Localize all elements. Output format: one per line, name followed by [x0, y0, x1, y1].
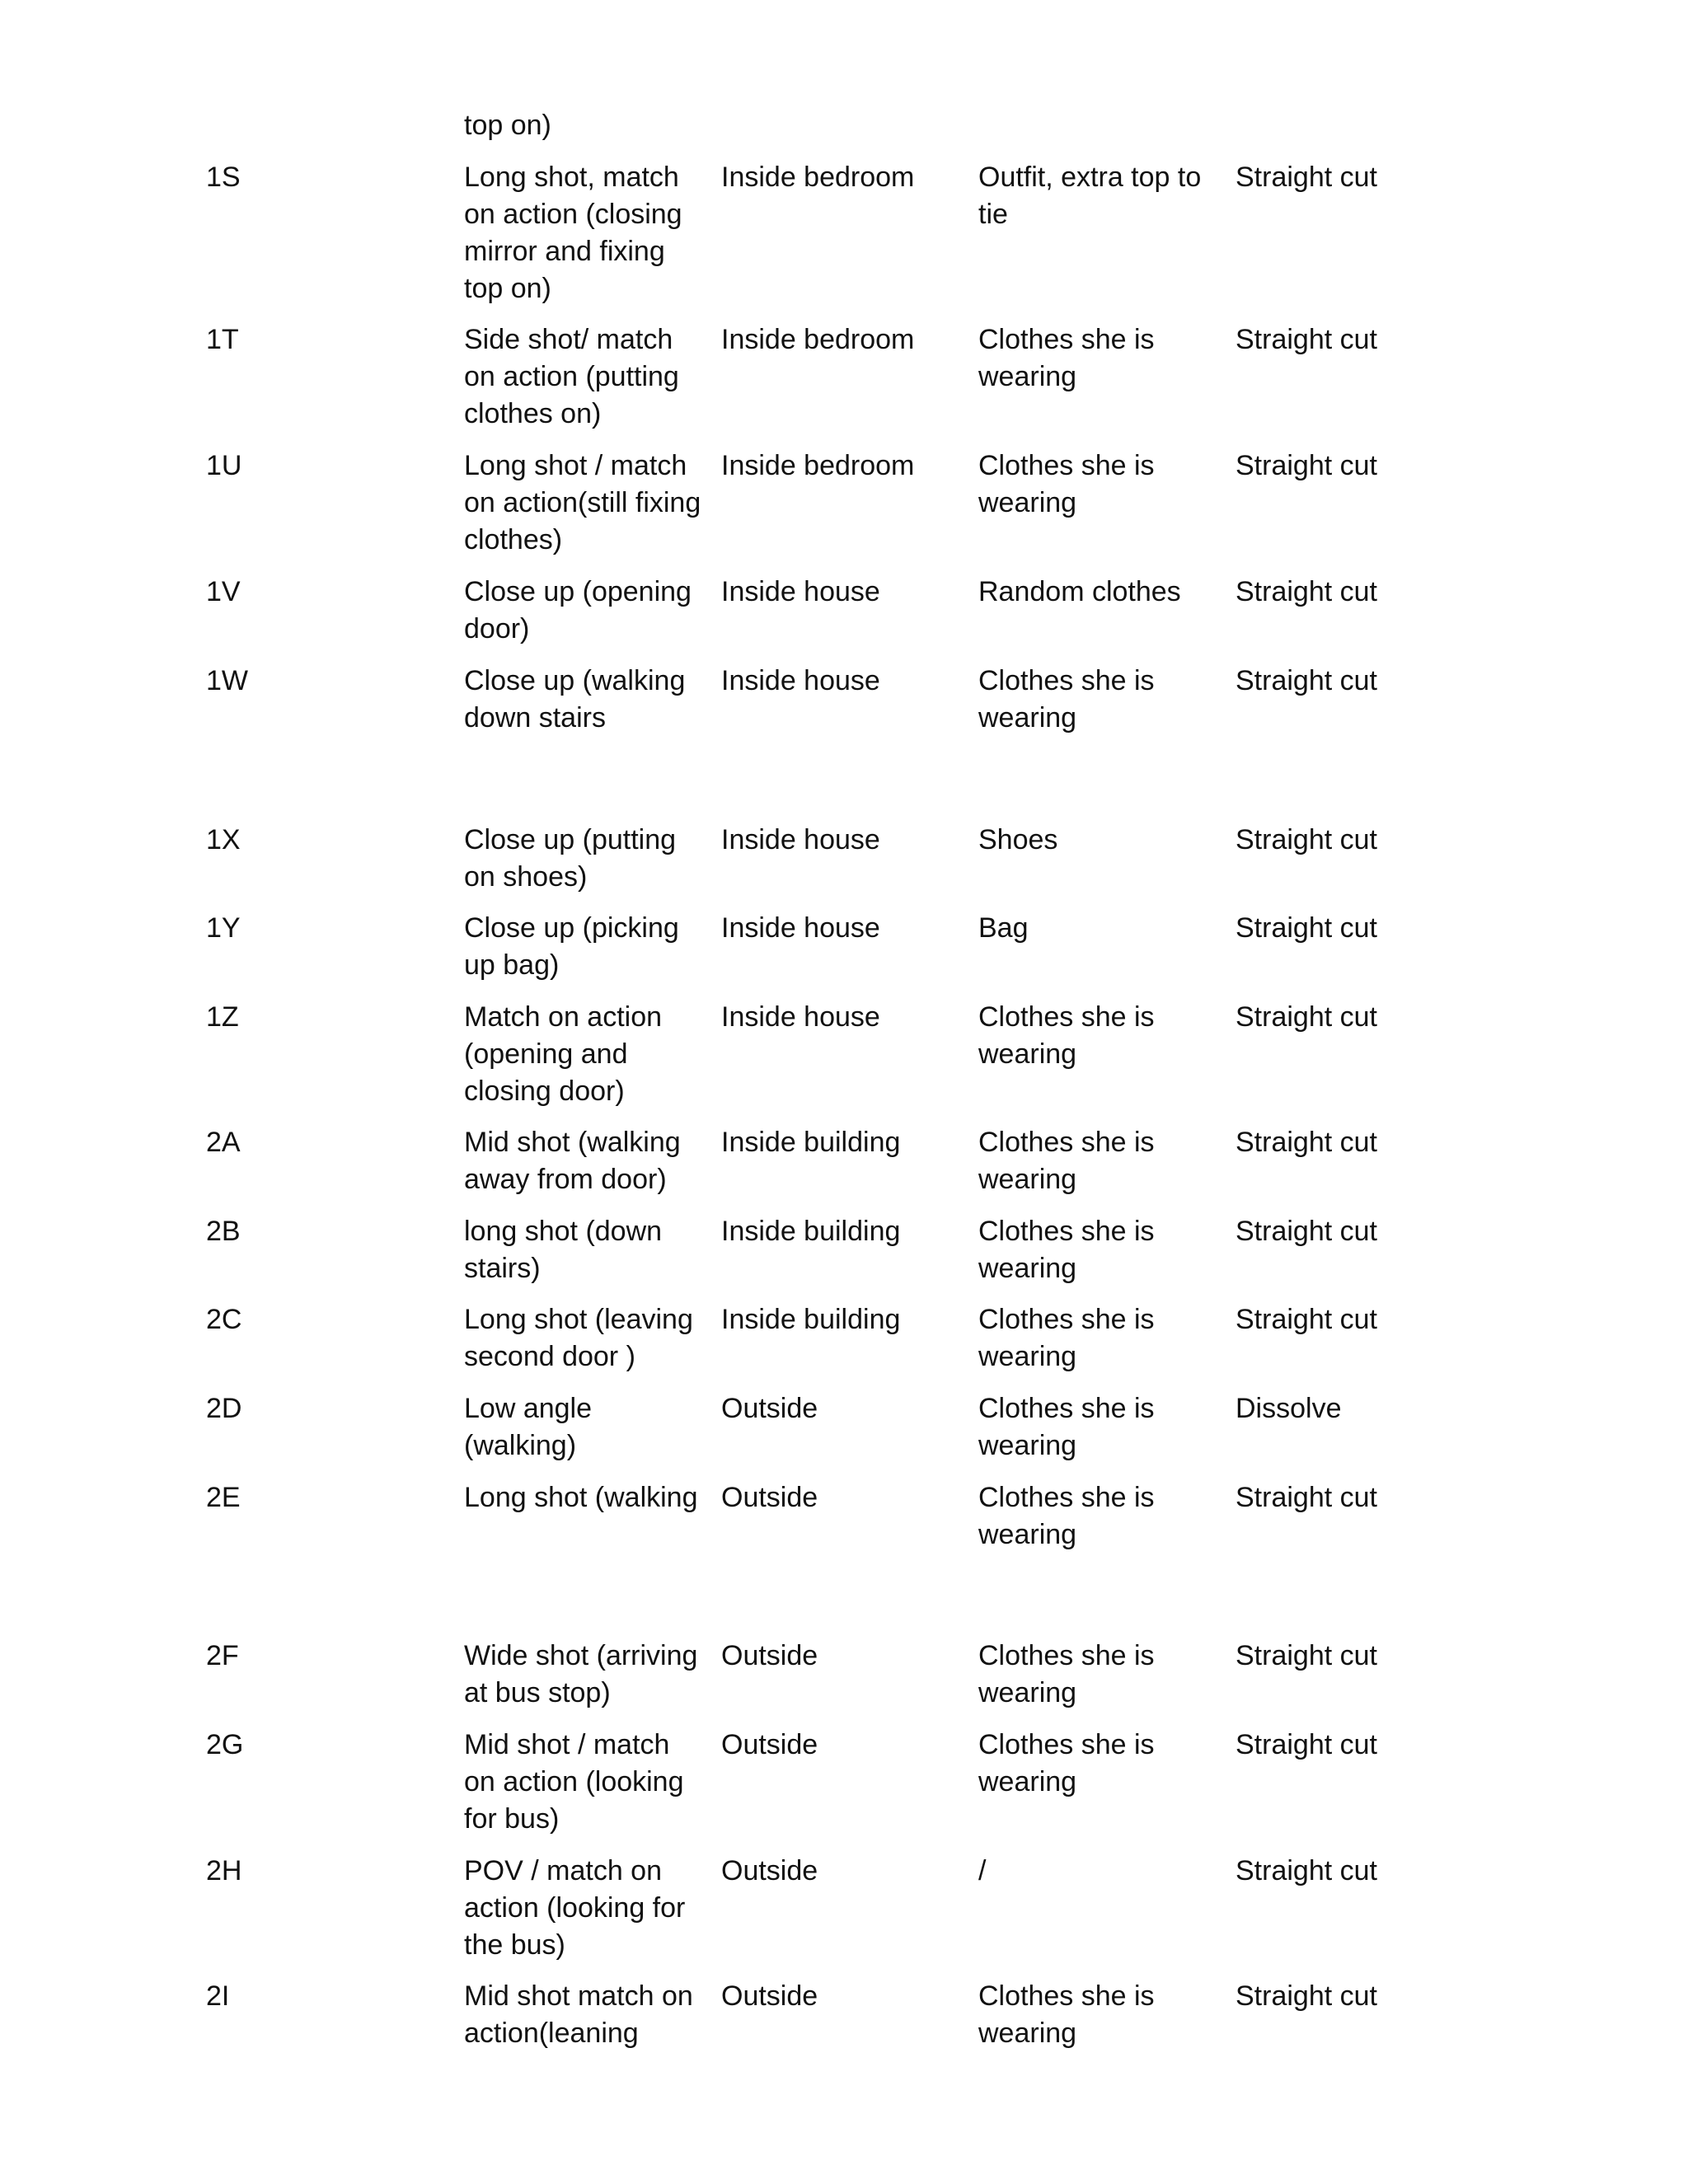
continuation-text: top on) [464, 110, 551, 141]
transition: Straight cut [1236, 1127, 1377, 1158]
location: Outside [721, 1393, 818, 1424]
transition: Straight cut [1236, 1304, 1377, 1335]
costume-props: Clothes she is wearing [978, 1640, 1155, 1708]
location: Outside [721, 1855, 818, 1886]
shot-number: 2C [206, 1304, 242, 1335]
shot-description: Mid shot match on action(leaning [464, 1980, 693, 2049]
shot-number: 1X [206, 824, 241, 855]
costume-props: Clothes she is wearing [978, 1127, 1155, 1195]
shot-description: Long shot, match on action (closing mirror and fixing top on) [464, 162, 682, 304]
shot-number: 1V [206, 576, 241, 607]
transition: Straight cut [1236, 1729, 1377, 1760]
shot-description: Mid shot / match on action (looking for bus) [464, 1729, 684, 1835]
transition: Straight cut [1236, 824, 1377, 855]
location: Inside building [721, 1127, 901, 1158]
costume-props: Clothes she is wearing [978, 1393, 1155, 1461]
transition: Straight cut [1236, 912, 1377, 944]
shot-description: Low angle (walking) [464, 1393, 593, 1461]
location: Inside bedroom [721, 162, 915, 193]
shot-number: 1S [206, 162, 241, 193]
shot-number: 1T [206, 324, 239, 355]
shot-description: Long shot / match on action(still fixing clothes) [464, 450, 701, 555]
costume-props: Clothes she is wearing [978, 1304, 1155, 1372]
shot-description: Mid shot (walking away from door) [464, 1127, 681, 1195]
shot-number: 1Z [206, 1001, 239, 1033]
shot-description: Long shot (leaving second door ) [464, 1304, 693, 1372]
costume-props: Clothes she is wearing [978, 324, 1155, 392]
location: Inside bedroom [721, 324, 915, 355]
costume-props: Clothes she is wearing [978, 665, 1155, 733]
transition: Straight cut [1236, 1980, 1377, 2012]
location: Inside building [721, 1304, 901, 1335]
costume-props: Random clothes [978, 576, 1181, 607]
transition: Straight cut [1236, 665, 1377, 696]
shot-description: Close up (walking down stairs [464, 665, 686, 733]
shot-description: Long shot (walking [464, 1482, 698, 1513]
shot-number: 2I [206, 1980, 230, 2012]
shot-description: Wide shot (arriving at bus stop) [464, 1640, 698, 1708]
transition: Straight cut [1236, 324, 1377, 355]
shot-number: 1U [206, 450, 242, 481]
shot-number: 2H [206, 1855, 242, 1886]
shot-description: POV / match on action (looking for the bus) [464, 1855, 686, 1961]
transition: Straight cut [1236, 1216, 1377, 1247]
shot-description: Side shot/ match on action (putting clothes on) [464, 324, 679, 429]
location: Outside [721, 1482, 818, 1513]
costume-props: Clothes she is wearing [978, 1216, 1155, 1284]
location: Inside house [721, 576, 880, 607]
transition: Straight cut [1236, 450, 1377, 481]
costume-props: / [978, 1855, 987, 1886]
transition: Dissolve [1236, 1393, 1342, 1424]
location: Outside [721, 1729, 818, 1760]
location: Inside house [721, 1001, 880, 1033]
shot-description: Close up (putting on shoes) [464, 824, 677, 893]
shot-description: Close up (picking up bag) [464, 912, 679, 981]
shot-description: Close up (opening door) [464, 576, 692, 644]
location: Inside house [721, 665, 880, 696]
transition: Straight cut [1236, 162, 1377, 193]
transition: Straight cut [1236, 1855, 1377, 1886]
transition: Straight cut [1236, 576, 1377, 607]
costume-props: Outfit, extra top to tie [978, 162, 1202, 230]
shot-number: 1Y [206, 912, 241, 944]
costume-props: Clothes she is wearing [978, 1729, 1155, 1797]
shot-number: 2B [206, 1216, 241, 1247]
shot-description: long shot (down stairs) [464, 1216, 663, 1284]
costume-props: Bag [978, 912, 1029, 944]
location: Outside [721, 1980, 818, 2012]
location: Inside bedroom [721, 450, 915, 481]
shot-number: 2E [206, 1482, 241, 1513]
shot-description: Match on action (opening and closing door) [464, 1001, 663, 1107]
costume-props: Clothes she is wearing [978, 1482, 1155, 1550]
costume-props: Clothes she is wearing [978, 1980, 1155, 2049]
location: Inside house [721, 912, 880, 944]
transition: Straight cut [1236, 1001, 1377, 1033]
shot-number: 2F [206, 1640, 239, 1671]
costume-props: Shoes [978, 824, 1058, 855]
shot-number: 2G [206, 1729, 244, 1760]
shot-number: 2A [206, 1127, 241, 1158]
location: Inside building [721, 1216, 901, 1247]
costume-props: Clothes she is wearing [978, 450, 1155, 518]
shot-number: 2D [206, 1393, 242, 1424]
shot-number: 1W [206, 665, 248, 696]
costume-props: Clothes she is wearing [978, 1001, 1155, 1070]
location: Inside house [721, 824, 880, 855]
location: Outside [721, 1640, 818, 1671]
transition: Straight cut [1236, 1640, 1377, 1671]
transition: Straight cut [1236, 1482, 1377, 1513]
